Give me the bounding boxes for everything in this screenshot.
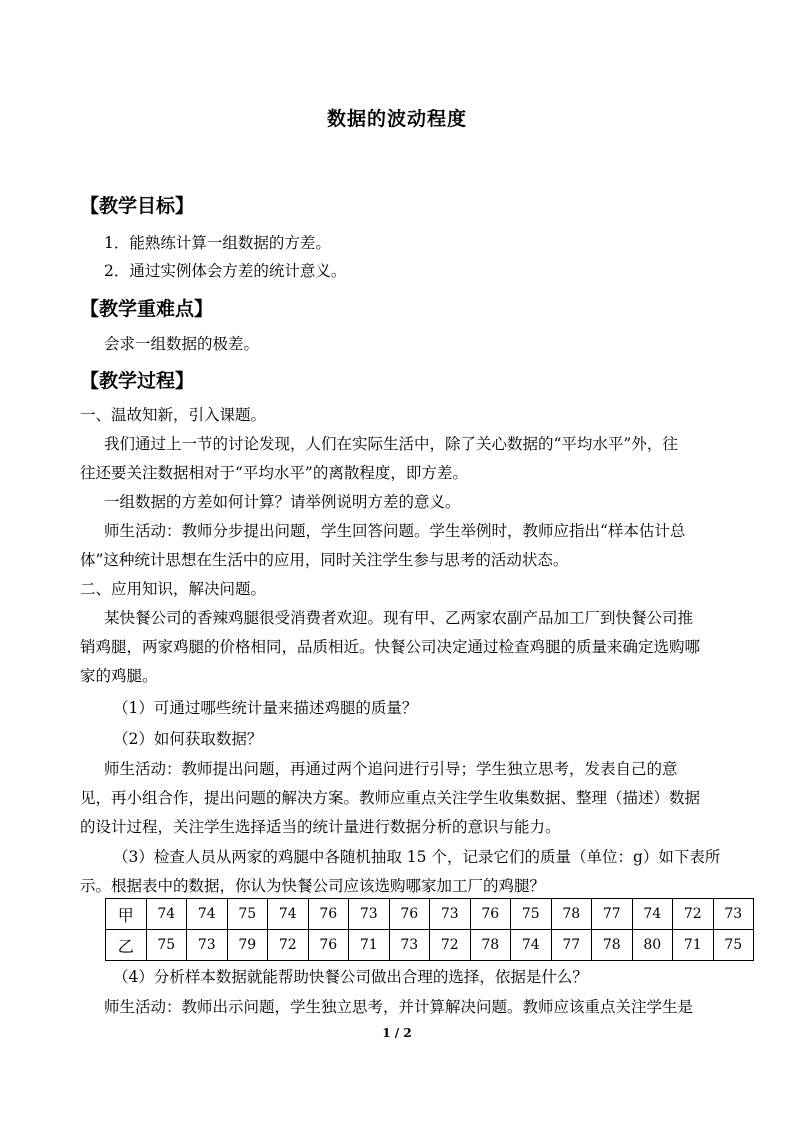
- table-cell: 75: [713, 930, 754, 961]
- table-cell: 74: [146, 899, 187, 930]
- paragraph-line: 师生活动：教师出示问题，学生独立思考，并计算解决问题。教师应该重点关注学生是: [104, 998, 694, 1016]
- goal-item: 2．通过实例体会方差的统计意义。: [104, 262, 347, 280]
- table-cell: 72: [673, 899, 714, 930]
- paragraph-line: 的设计过程，关注学生选择适当的统计量进行数据分析的意识与能力。: [80, 818, 561, 836]
- paragraph-line: 某快餐公司的香辣鸡腿很受消费者欢迎。现有甲、乙两家农副产品加工厂到快餐公司推: [104, 609, 694, 627]
- question: （3）检查人员从两家的鸡腿中各随机抽取 15 个，记录它们的质量（单位：g）如下表所: [113, 848, 721, 866]
- question: （2）如何获取数据？: [113, 730, 263, 748]
- paragraph-line: 销鸡腿，两家鸡腿的价格相同，品质相近。快餐公司决定通过检查鸡腿的质量来确定选购哪: [80, 638, 701, 656]
- table-cell: 78: [470, 930, 511, 961]
- paragraph-line: 师生活动：教师提出问题，再通过两个追问进行引导；学生独立思考，发表自己的意: [104, 760, 678, 778]
- page-title: 数据的波动程度: [326, 108, 467, 130]
- table-cell: 78: [592, 930, 633, 961]
- row-label: 乙: [106, 930, 147, 961]
- table-cell: 73: [430, 899, 471, 930]
- page-number: 1 / 2: [382, 1026, 412, 1040]
- paragraph-line: 见，再小组合作，提出问题的解决方案。教师应重点关注学生收集数据、整理（描述）数据: [80, 789, 701, 807]
- table-cell: 72: [268, 930, 309, 961]
- table-cell: 74: [268, 899, 309, 930]
- keypoint-item: 会求一组数据的极差。: [104, 335, 260, 353]
- weight-table: [105, 898, 754, 961]
- table-cell: 76: [470, 899, 511, 930]
- table-cell: 73: [187, 930, 228, 961]
- keypoints-heading: 【教学重难点】: [80, 298, 214, 320]
- table-row: [106, 930, 754, 961]
- question: （4）分析样本数据就能帮助快餐公司做出合理的选择，依据是什么？: [113, 968, 588, 986]
- table-cell: 73: [389, 930, 430, 961]
- table-cell: 76: [308, 930, 349, 961]
- paragraph-line: 家的鸡腿。: [80, 667, 158, 685]
- table-cell: 71: [673, 930, 714, 961]
- table-row: [106, 899, 754, 930]
- process-heading: 【教学过程】: [80, 370, 195, 392]
- paragraph-line: 师生活动：教师分步提出问题，学生回答问题。学生举例时，教师应指出“样本估计总: [104, 522, 686, 540]
- question: （1）可通过哪些统计量来描述鸡腿的质量？: [113, 699, 418, 717]
- goals-heading: 【教学目标】: [80, 195, 195, 217]
- table-cell: 73: [713, 899, 754, 930]
- table-cell: 73: [349, 899, 390, 930]
- table-cell: 74: [632, 899, 673, 930]
- table-cell: 76: [389, 899, 430, 930]
- step-title: 一、温故知新，引入课题。: [80, 406, 267, 424]
- table-cell: 71: [349, 930, 390, 961]
- paragraph-line: 体”这种统计思想在生活中的应用，同时关注学生参与思考的活动状态。: [80, 551, 569, 569]
- paragraph-line: 示。根据表中的数据，你认为快餐公司应该选购哪家加工厂的鸡腿？: [80, 877, 546, 895]
- goal-item: 1．能熟练计算一组数据的方差。: [104, 234, 331, 252]
- table-cell: 72: [430, 930, 471, 961]
- table-cell: 75: [146, 930, 187, 961]
- paragraph-line: 我们通过上一节的讨论发现，人们在实际生活中，除了关心数据的“平均水平”外，往: [104, 435, 678, 453]
- table-cell: 78: [551, 899, 592, 930]
- table-cell: 75: [227, 899, 268, 930]
- table-cell: 77: [592, 899, 633, 930]
- table-cell: 76: [308, 899, 349, 930]
- table-cell: 80: [632, 930, 673, 961]
- table-cell: 77: [551, 930, 592, 961]
- paragraph-line: 一组数据的方差如何计算？请举例说明方差的意义。: [104, 493, 461, 511]
- row-label: 甲: [106, 899, 147, 930]
- table-cell: 74: [511, 930, 552, 961]
- table-cell: 74: [187, 899, 228, 930]
- step-title: 二、应用知识，解决问题。: [80, 580, 267, 598]
- paragraph-line: 往还要关注数据相对于“平均水平”的离散程度，即方差。: [80, 464, 468, 482]
- table-cell: 79: [227, 930, 268, 961]
- table-cell: 75: [511, 899, 552, 930]
